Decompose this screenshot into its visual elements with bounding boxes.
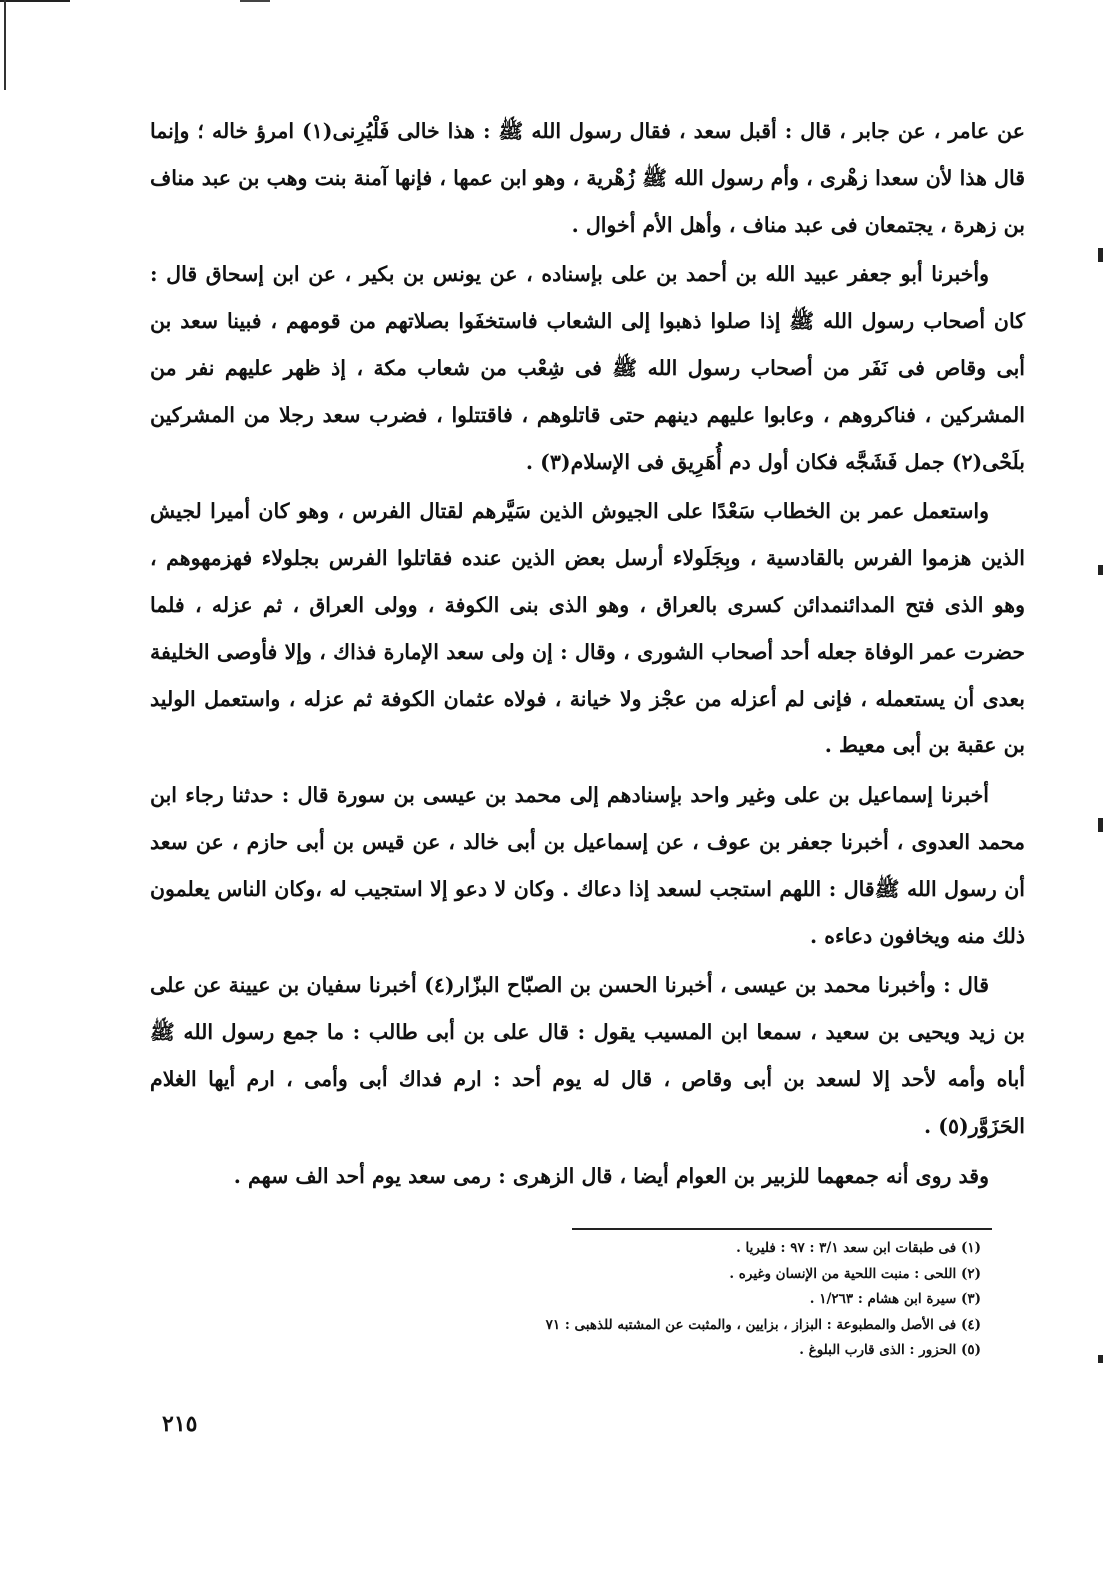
paragraph-1: عن عامر ، عن جابر ، قال : أقبل سعد ، فقال رسول الله ﷺ : هذا خالى فَلْيُرِنى(١) امرؤ خاله ؛ وإنما قال هذا لأن سعدا زهْرى ، وأم رسول الله ﷺ زُهْرية ، وهو ابن عمها ، فإنها آمنة بنت وهب بن عبد مناف بن زهرة ، يجتمعان فى عبد مناف ، وأهل الأم أخوال . — [150, 119, 1025, 237]
paragraph-3: واستعمل عمر بن الخطاب سَعْدًا على الجيوش الذين سَيَّرهم لقتال الفرس ، وهو كان أميرا لجيش الذين هزموا الفرس بالقادسية ، وبِجَلَولاء أرسل بعض الذين عنده فقاتلوا الفرس بجلولاء فهزمهوهم ، وهو الذى فتح المدائنمدائن كسرى بالعراق ، وهو الذى بنى الكوفة ، وولى العراق ، ثم عزله ، فلما حضرت عمر الوفاة جعله أحد أصحاب الشورى ، وقال : إن ولى سعد الإمارة فذاك ، وإلا فأوصى الخليفة بعدى أن يستعمله ، فإنى لم أعزله من عجْز ولا خيانة ، فولاه عثمان الكوفة ثم عزله ، واستعمل الوليد بن عقبة بن أبى معيط . — [150, 499, 1025, 758]
footnote-2: (٢) اللحى : منبت اللحية من الإنسان وغيره . — [729, 1265, 981, 1282]
page-body — [150, 108, 1025, 1202]
paragraph-4: أخبرنا إسماعيل بن على وغير واحد بإسنادهم إلى محمد بن عيسى بن سورة قال : حدثنا رجاء ابن محمد العدوى ، أخبرنا جعفر بن عوف ، عن إسماعيل بن أبى خالد ، عن قيس بن أبى حازم ، عن سعد أن رسول الله ﷺقال : اللهم استجب لسعد إذا دعاك . وكان لا دعو إلا استجيب له ،وكان الناس يعلمون ذلك منه ويخافون دعاءه . — [150, 783, 1025, 948]
scan-edge-top-mid — [240, 0, 270, 2]
footnote-3: (٣) سيرة ابن هشام : ١/٢٦٣ . — [809, 1291, 981, 1307]
scan-edge-mark — [1098, 248, 1103, 262]
footnote-1: (١) فى طبقات ابن سعد ٣/١ : ٩٧ : فليريا . — [736, 1240, 981, 1256]
scan-edge-mark — [1098, 565, 1103, 575]
page-number: ٢١٥ — [162, 1411, 198, 1437]
paragraph-5: قال : وأخبرنا محمد بن عيسى ، أخبرنا الحسن بن الصبّاح البزّار(٤) أخبرنا سفيان بن عيينة عن على بن زيد ويحيى بن سعيد ، سمعا ابن المسيب يقول : قال على بن أبى طالب : ما جمع رسول الله ﷺ أباه وأمه لأحد إلا لسعد بن أبى وقاص ، قال له يوم أحد : ارم فداك أبى وأمى ، ارم أيها الغلام الحَزَوَّر(٥) . — [150, 973, 1025, 1138]
scan-edge-left — [4, 0, 6, 90]
footnote-divider — [572, 1228, 992, 1230]
footnote-5: (٥) الحزور : الذى قارب البلوغ . — [799, 1342, 981, 1358]
scan-edge-mark — [1098, 1355, 1103, 1363]
scan-edge-mark — [1098, 818, 1103, 832]
paragraph-2: وأخبرنا أبو جعفر عبيد الله بن أحمد بن على بإسناده ، عن يونس بن بكير ، عن ابن إسحاق قال : كان أصحاب رسول الله ﷺ إذا صلوا ذهبوا إلى الشعاب فاستخفَوا بصلاتهم من قومهم ، فبينا سعد بن أبى وقاص فى نَفَر من أصحاب رسول الله ﷺ فى شِعْب من شعاب مكة ، إذ ظهر عليهم نفر من المشركين ، فناكروهم ، وعابوا عليهم دينهم حتى قاتلوهم ، فاقتتلوا ، فضرب سعد رجلا من المشركين بلَحْى(٢) جمل فَشَجَّه فكان أول دم أُهَرِيق فى الإسلام(٣) . — [150, 262, 1025, 474]
footnotes — [545, 1236, 981, 1364]
footnote-4: (٤) فى الأصل والمطبوعة : البزاز ، بزايين ، والمثبت عن المشتبه للذهبى : ٧١ — [545, 1316, 981, 1333]
paragraph-6: وقد روى أنه جمعهما للزبير بن العوام أيضا ، قال الزهرى : رمى سعد يوم أحد الف سهم . — [233, 1163, 989, 1188]
scan-edge-top — [0, 0, 70, 2]
